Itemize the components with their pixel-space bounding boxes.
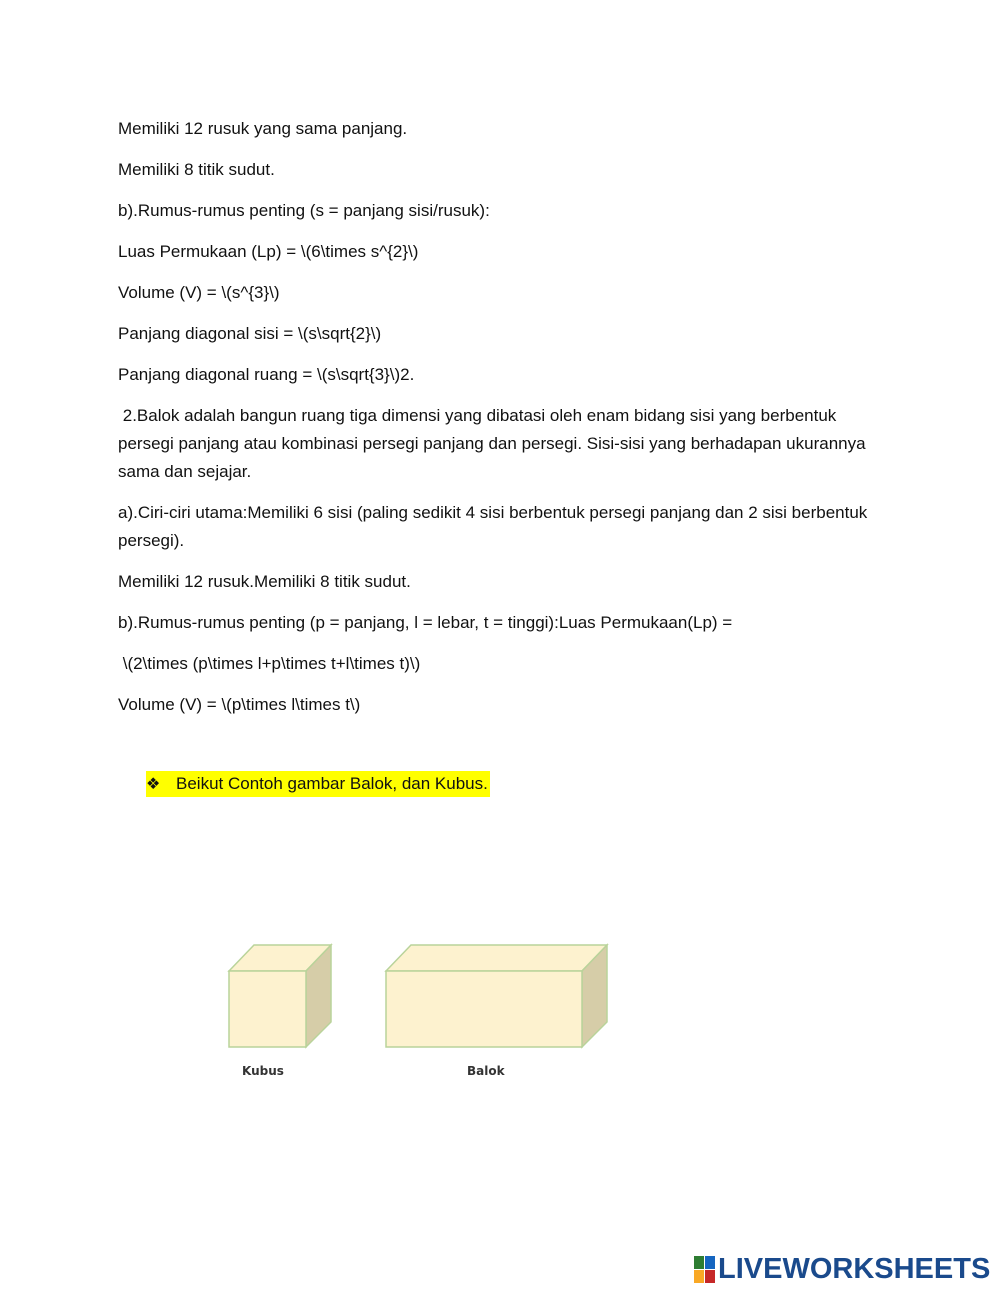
shapes-figure — [200, 930, 640, 1100]
paragraph-box-formulas-heading: b).Rumus-rumus penting (p = panjang, l = lebar, t = tinggi):Luas Permukaan(Lp) = — [118, 613, 733, 632]
paragraph-box-volume: Volume (V) = \(p\times l\times t\) — [118, 695, 361, 714]
paragraph-cube-vertices: Memiliki 8 titik sudut. — [118, 160, 275, 179]
paragraph-cube-surface-area: Luas Permukaan (Lp) = \(6\times s^{2}\) — [118, 242, 419, 261]
paragraph-cube-volume: Volume (V) = \(s^{3}\) — [118, 283, 280, 302]
paragraph-cube-face-diagonal: Panjang diagonal sisi = \(s\sqrt{2}\) — [118, 324, 382, 343]
liveworksheets-wordmark: LIVEWORKSHEETS — [718, 1253, 991, 1285]
paragraph-cube-formulas-heading: b).Rumus-rumus penting (s = panjang sisi/rusuk): — [118, 201, 490, 220]
box-front-face — [386, 971, 582, 1047]
paragraph-box-definition: 2.Balok adalah bangun ruang tiga dimensi yang dibatasi oleh enam bidang sisi yang berbentuk persegi panjang atau kombinasi persegi panjang dan persegi. Sisi-sisi yang berhadapan ukurannya sama dan sejajar. — [118, 406, 871, 481]
highlighted-caption: Beikut Contoh gambar Balok, dan Kubus. — [176, 774, 488, 793]
paragraph-cube-space-diagonal: Panjang diagonal ruang = \(s\sqrt{3}\)2. — [118, 365, 415, 384]
box-top-face — [386, 945, 607, 971]
paragraph-box-features: a).Ciri-ciri utama:Memiliki 6 sisi (paling sedikit 4 sisi berbentuk persegi panjang dan 2 sisi berbentuk persegi). — [118, 503, 868, 550]
liveworksheets-badge-icon — [694, 1256, 716, 1284]
cube-front-face — [229, 971, 306, 1047]
paragraph-box-edges-vertices: Memiliki 12 rusuk.Memiliki 8 titik sudut. — [118, 572, 411, 591]
cube-shape — [229, 945, 331, 1047]
cube-label: Kubus — [242, 1064, 284, 1078]
liveworksheets-logo — [694, 1252, 994, 1286]
paragraph-cube-edges: Memiliki 12 rusuk yang sama panjang. — [118, 119, 408, 138]
box-shape — [386, 945, 607, 1047]
paragraph-box-surface-area: \(2\times (p\times l+p\times t+l\times t)\) — [118, 654, 421, 673]
document-body — [118, 115, 878, 732]
diamond-bullet-icon: ❖ — [146, 776, 161, 793]
highlighted-bullet-line — [146, 771, 490, 797]
box-label: Balok — [467, 1064, 505, 1078]
